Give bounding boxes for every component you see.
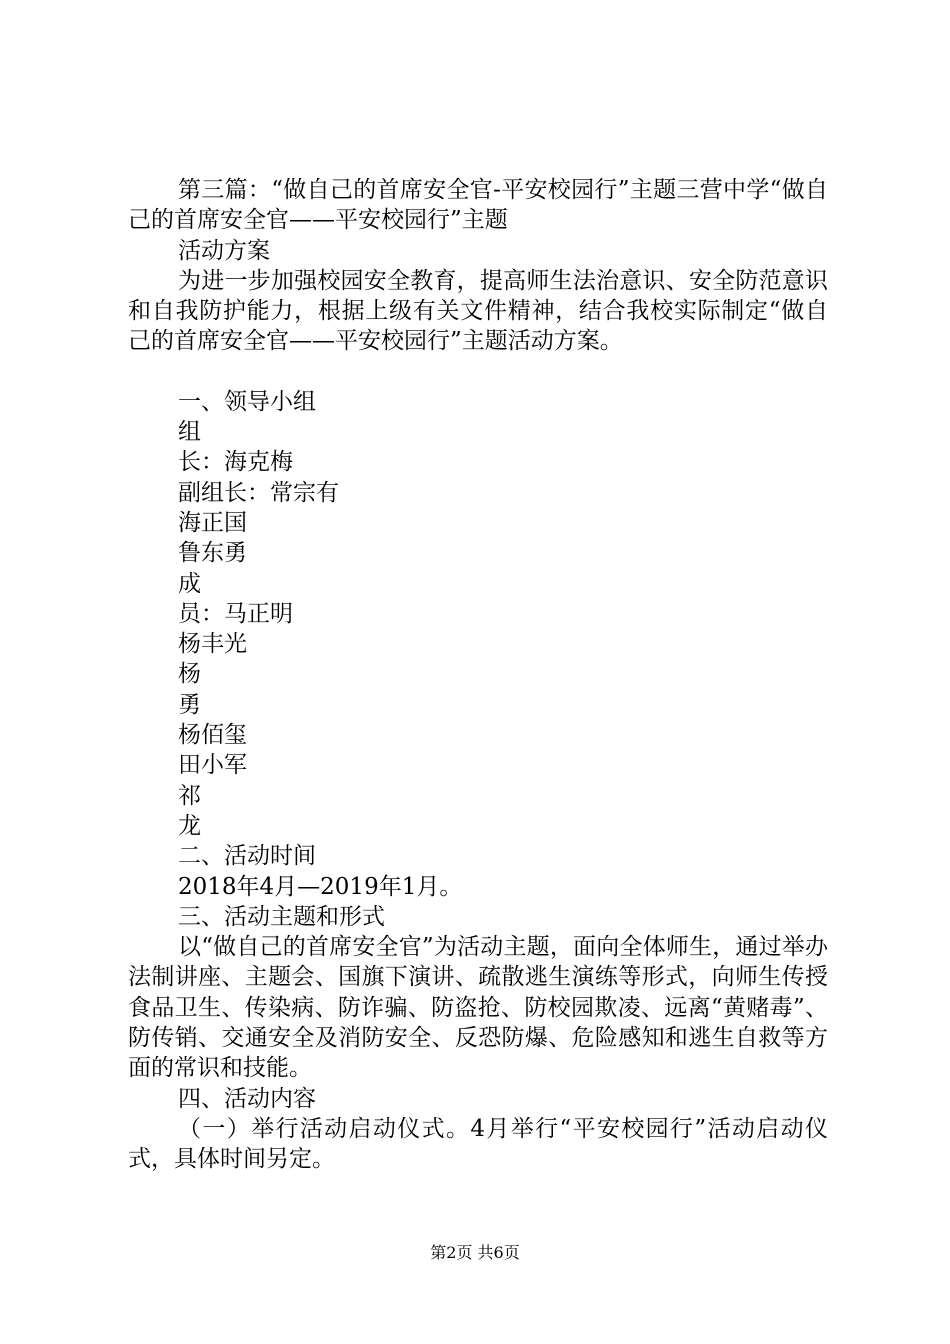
group-line: 祁	[178, 782, 201, 809]
section-heading-time: 二、活动时间	[178, 843, 316, 870]
group-line: 组	[178, 419, 201, 446]
group-line: 田小军	[178, 752, 247, 779]
group-line: 成	[178, 570, 201, 597]
group-line: 杨	[178, 661, 201, 688]
page-footer: 第2页 共6页	[430, 1243, 520, 1262]
content-item-1: （一）举行活动启动仪式。4月举行“平安校园行”活动启动仪式，具体时间另定。	[128, 1115, 828, 1173]
group-line: 长：海克梅	[178, 449, 293, 476]
group-line: 龙	[178, 812, 201, 839]
document-title: 第三篇：“做自己的首席安全官-平安校园行”主题三营中学“做自己的首席安全官——平安校园行”主题	[128, 177, 828, 234]
section-heading-theme: 三、活动主题和形式	[178, 903, 385, 930]
theme-paragraph: 以“做自己的首席安全官”为活动主题，面向全体师生，通过举办法制讲座、主题会、国旗下演讲、疏散逃生演练等形式，向师生传授食品卫生、传染病、防诈骗、防盗抢、防校园欺凌、远离“黄赌毒”、防传销、交通安全及消防安全、反恐防爆、危险感知和逃生自救等方面的常识和技能。	[128, 934, 828, 1082]
section-heading-content: 四、活动内容	[178, 1085, 316, 1112]
group-line: 副组长：常宗有	[178, 479, 339, 506]
group-line: 勇	[178, 691, 201, 718]
paragraph-gap	[128, 357, 828, 387]
section-heading-leadership: 一、领导小组	[178, 388, 316, 415]
intro-paragraph: 为进一步加强校园安全教育，提高师生法治意识、安全防范意识和自我防护能力，根据上级有关文件精神，结合我校实际制定“做自己的首席安全官——平安校园行”主题活动方案。	[128, 267, 828, 355]
group-line: 海正国	[178, 509, 247, 536]
time-text: 2018年4月—2019年1月。	[178, 873, 463, 900]
group-line: 员：马正明	[178, 600, 293, 627]
group-line: 鲁东勇	[178, 540, 247, 567]
group-line: 杨丰光	[178, 631, 247, 658]
group-line: 杨佰玺	[178, 722, 247, 749]
document-body	[128, 175, 828, 1175]
document-subtitle: 活动方案	[178, 237, 270, 264]
